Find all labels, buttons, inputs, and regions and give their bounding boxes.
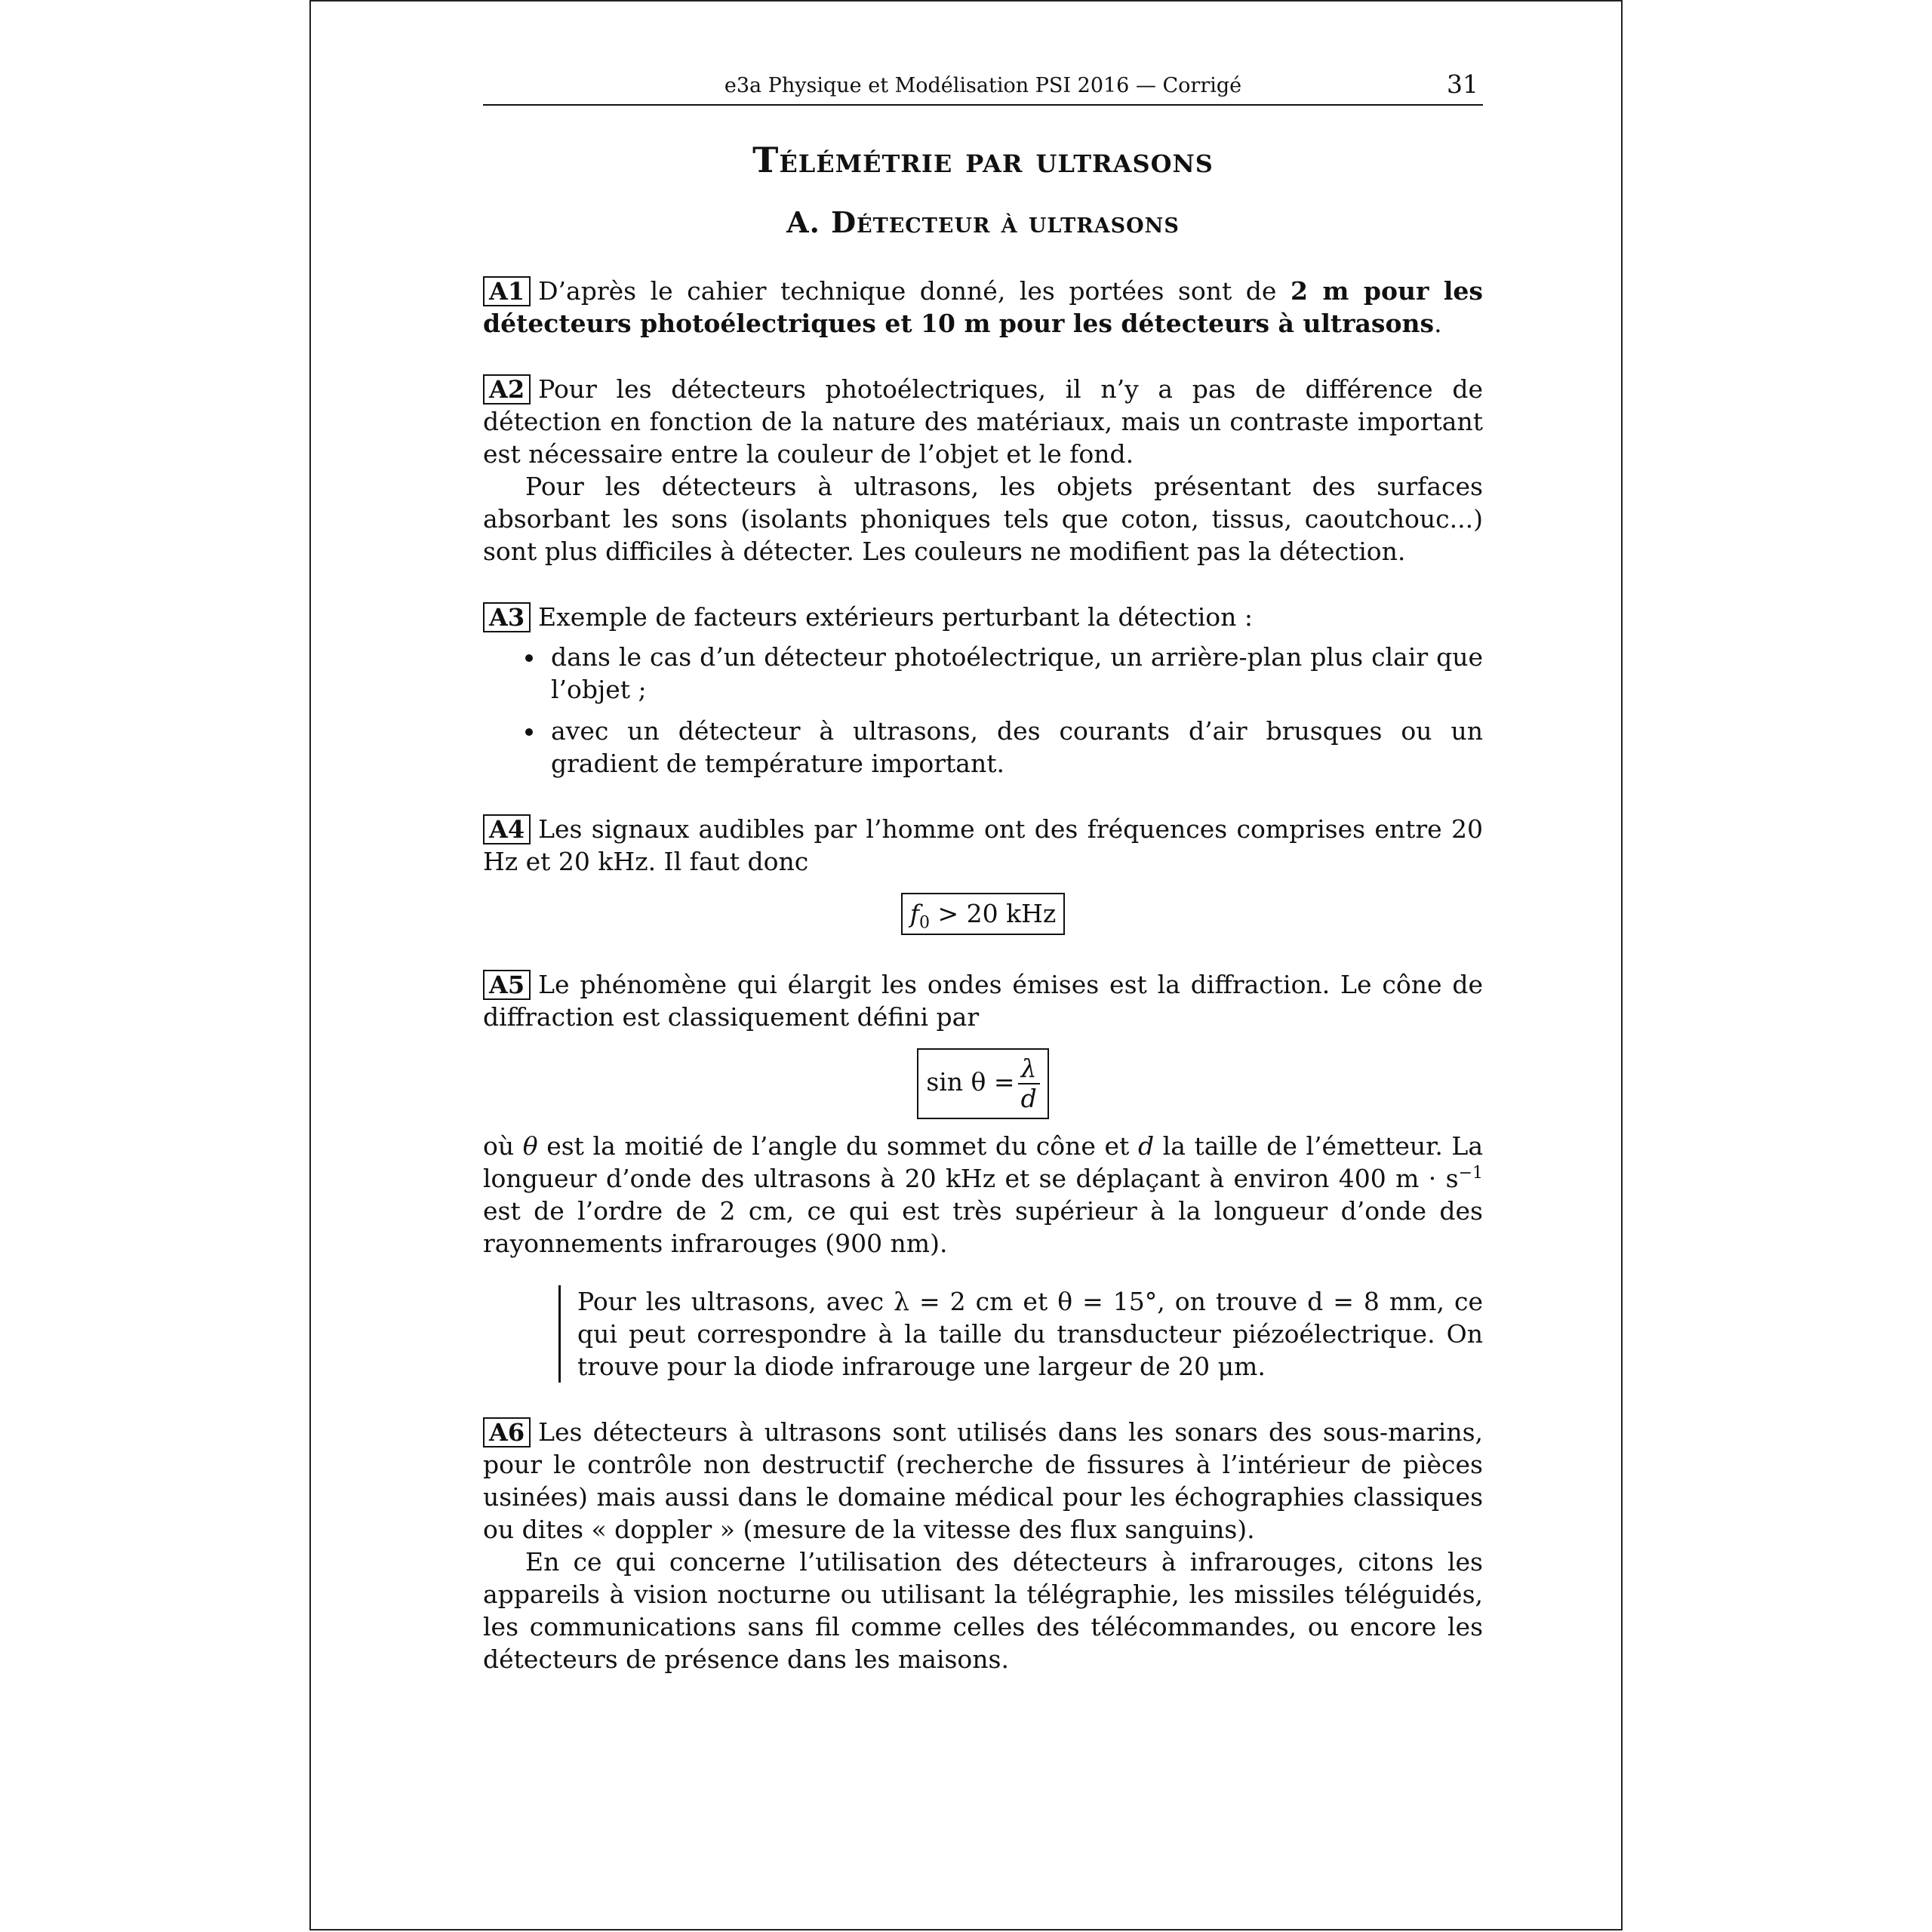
question-a3	[483, 601, 1483, 780]
question-label: A2	[483, 374, 531, 405]
fraction	[1018, 1054, 1040, 1113]
question-label: A1	[483, 276, 531, 306]
a6-paragraph-1: Les détecteurs à ultrasons sont utilisés dans les sonars des sous-marins, pour le contrôle non destructif (recherche de fissures à l’intérieur de pièces usinées) mais aussi dans le domaine médical pour les échographies classiques ou dites « doppler » (mesure de la vitesse des flux sanguins).	[483, 1417, 1483, 1544]
question-label: A4	[483, 814, 531, 844]
a1-text: D’après le cahier technique donné, les portées sont de	[538, 276, 1291, 306]
header-title: e3a Physique et Modélisation PSI 2016 — Corrigé	[724, 74, 1242, 97]
fraction-numerator: λ	[1018, 1054, 1040, 1084]
a2-paragraph-2: Pour les détecteurs à ultrasons, les objets présentant des surfaces absorbant les sons (isolants phoniques tels que coton, tissus, caoutchouc...) sont plus difficiles à détecter. Les couleurs ne modifient pas la détection.	[483, 472, 1483, 566]
question-a2	[483, 373, 1483, 568]
a5-after-text: où	[483, 1131, 523, 1161]
a2-paragraph-1: Pour les détecteurs photoélectriques, il n’y a pas de différence de détection en fonction de la nature des matériaux, mais un contraste important est nécessaire entre la couleur de l’objet et le fond.	[483, 374, 1483, 469]
a5-text: Le phénomène qui élargit les ondes émises est la diffraction. Le cône de diffraction est classiquement défini par	[483, 970, 1483, 1032]
a5-boxed-equation	[917, 1048, 1048, 1119]
a6-paragraph-2: En ce qui concerne l’utilisation des détecteurs à infrarouges, citons les appareils à vision nocturne ou utilisant la télégraphie, les missiles téléguidés, les communications sans fil comme celles des télécommandes, ou encore les détecteurs de présence dans les maisons.	[483, 1547, 1483, 1674]
equation-rest: > 20 kHz	[929, 899, 1057, 928]
bullet-icon	[525, 728, 533, 736]
page-number: 31	[1447, 69, 1478, 99]
question-a4	[483, 813, 1483, 935]
page-content	[483, 68, 1483, 1675]
equation-lhs: sin θ =	[926, 1067, 1015, 1097]
a1-bold-text: 2 m pour les détecteurs photoélectriques et 10 m pour les détecteurs à ultrasons	[483, 276, 1484, 338]
question-a1	[483, 275, 1483, 340]
question-label: A3	[483, 602, 531, 632]
a5-remark: Pour les ultrasons, avec λ = 2 cm et θ = 15°, on trouve d = 8 mm, ce qui peut correspondre à la taille du transducteur piézoélectrique. On trouve pour la diode infrarouge une largeur de 20 μm.	[558, 1285, 1483, 1383]
equation-variable: f	[909, 899, 919, 928]
running-header	[483, 68, 1483, 106]
question-label: A6	[483, 1417, 531, 1447]
theta-symbol: θ	[522, 1131, 538, 1161]
a5-after-text: la taille de l’émetteur. La longueur d’onde des ultrasons à 20 kHz et se déplaçant à environ 400 m · s	[483, 1131, 1484, 1193]
list-item	[551, 641, 1483, 706]
a1-text-end: .	[1434, 309, 1442, 338]
question-a6	[483, 1416, 1483, 1675]
a5-after-text: est la moitié de l’angle du sommet du cône et	[537, 1131, 1138, 1161]
question-label: A5	[483, 970, 531, 1000]
list-item	[551, 715, 1483, 780]
a5-after-text: est de l’ordre de 2 cm, ce qui est très supérieur à la longueur d’onde des rayonnements infrarouges (900 nm).	[483, 1196, 1483, 1258]
document-title: Télémétrie par ultrasons	[752, 140, 1214, 180]
list-item-text: dans le cas d’un détecteur photoélectrique, un arrière-plan plus clair que l’objet ;	[551, 642, 1483, 704]
exponent: −1	[1458, 1164, 1483, 1183]
a3-intro: Exemple de facteurs extérieurs perturbant la détection :	[538, 602, 1254, 632]
a4-text: Les signaux audibles par l’homme ont des fréquences comprises entre 20 Hz et 20 kHz. Il faut donc	[483, 814, 1483, 876]
bullet-icon	[525, 654, 533, 662]
question-a5	[483, 968, 1483, 1383]
list-item-text: avec un détecteur à ultrasons, des courants d’air brusques ou un gradient de température important.	[551, 716, 1483, 778]
fraction-denominator: d	[1020, 1084, 1037, 1113]
a3-bullet-list	[483, 641, 1483, 780]
equation-subscript: 0	[918, 913, 930, 933]
d-symbol: d	[1137, 1131, 1155, 1161]
section-heading: A. Détecteur à ultrasons	[786, 205, 1180, 239]
a4-boxed-equation	[901, 893, 1066, 935]
